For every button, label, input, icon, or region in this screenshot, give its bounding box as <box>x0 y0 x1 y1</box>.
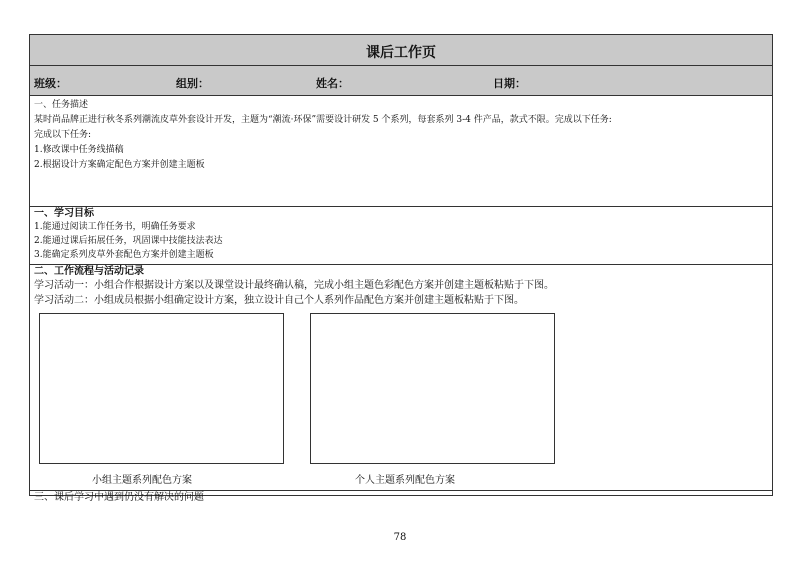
info-row <box>30 66 772 96</box>
goal-item-3: 3.能确定系列皮草外套配色方案并创建主题板 <box>34 250 214 260</box>
personal-color-board-box <box>310 313 555 464</box>
task-item-2: 2.根据设计方案确定配色方案并创建主题板 <box>34 160 205 170</box>
date-field-label: 日期： <box>493 77 526 90</box>
task-description-section <box>30 96 772 207</box>
page-title: 课后工作页 <box>366 45 436 61</box>
unresolved-issues-section <box>30 490 772 530</box>
learning-goals-section <box>30 207 772 265</box>
page-number: 78 <box>393 532 407 543</box>
activity-1-text: 学习活动一：小组合作根据设计方案以及课堂设计最终确认稿，完成小组主题色彩配色方案并创建主题板粘贴于下图。 <box>34 280 554 291</box>
task-description: 某时尚品牌正进行秋冬系列潮流皮草外套设计开发，主题为“潮流·环保”需要设计研发 5 个系列，每套系列 3-4 件产品，款式不限。完成以下任务: <box>34 115 612 125</box>
group-color-board-box <box>39 313 284 464</box>
personal-board-caption: 个人主题系列配色方案 <box>355 475 455 486</box>
name-field-label: 姓名： <box>316 77 349 90</box>
goal-item-1: 1.能通过阅读工作任务书，明确任务要求 <box>34 222 196 232</box>
class-field-label: 班级： <box>34 77 67 90</box>
worksheet-table <box>29 34 773 503</box>
group-board-caption: 小组主题系列配色方案 <box>92 475 192 486</box>
issues-heading: 三、课后学习中遇到仍没有解决的问题 <box>34 492 204 503</box>
task-item-1: 1.修改课中任务线描稿 <box>34 145 124 155</box>
goal-item-2: 2.能通过课后拓展任务，巩固课中技能技法表达 <box>34 236 223 246</box>
task-complete-prompt: 完成以下任务: <box>34 130 92 140</box>
activity-2-text: 学习活动二：小组成员根据小组确定设计方案，独立设计自己个人系列作品配色方案并创建主题板粘贴于下图。 <box>34 295 524 306</box>
goals-heading: 一、学习目标 <box>34 208 94 219</box>
task-heading: 一、任务描述 <box>34 100 89 110</box>
group-field-label: 组别： <box>176 77 209 90</box>
title-row <box>30 35 772 66</box>
work-process-section <box>30 265 772 490</box>
process-heading: 二、工作流程与活动记录 <box>34 266 144 277</box>
